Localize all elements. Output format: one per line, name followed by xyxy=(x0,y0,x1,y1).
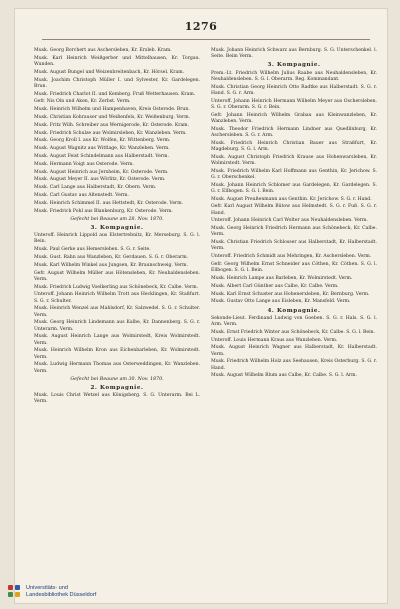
casualty-entry: Musk. Johann Heinrich Schlomer aus Gardelegen, Kr. Gardelegen. S. G. r. Ellbogen. S. G. l. Bein. xyxy=(211,182,377,194)
page-number: 1276 xyxy=(184,20,218,33)
casualty-entry: Musk. Joachim Christoph Müller I. und Sylvester, Kr. Gardelegen. Brun. xyxy=(34,77,200,89)
casualty-entry: Musk. Carl Gustav aus Altenstedt. Verm. xyxy=(34,192,129,198)
logo-square-2 xyxy=(15,585,20,590)
casualty-entry: Musk. Georg Heinrich Lindemann aus Kalbe, Kr. Dannenberg. S. G. r. Unterarm. Verm. xyxy=(34,320,200,332)
casualty-entry: Musk. Christian Georg Heinrich Otto Radtke aus Halberstadt. S. G. r. Hand. S. G. r. Arm. xyxy=(211,84,377,96)
casualty-entry: Musk. Theodor Friedrich Hermann Lindner aus Quedlinburg, Kr. Aschersleben. S. G. r. Arm. xyxy=(211,126,377,138)
section-heading: 2. Kompagnie. xyxy=(90,384,144,391)
casualty-entry: Musk. Ludwig Hermann Thomas aus Osterweddingen, Kr. Wanzleben. Verm. xyxy=(34,362,200,374)
casualty-entry: Musk. Georg Borchert aus Aschersleben, Kr. Erxleb. Kram. xyxy=(34,48,172,53)
casualty-entry: Musk. Fritz Wilh. Schreiber aus Wernigerode, Kr. Osterode. Kram. xyxy=(34,122,189,128)
casualty-entry: Musk. Paul Gerke aus Hemersleben. S. G. r. Seite. xyxy=(34,247,151,253)
casualty-entry: Musk. Friedrich Wilhelm Holz aus Seehausen, Kreis Osterburg. S. G. r. Hand. xyxy=(211,359,377,371)
casualty-entry: Musk. Friedrich Schulze aus Wolmirsleben, Kr. Wanzleben. Verm. xyxy=(34,130,187,136)
casualty-entry: Musk. August Christoph Friedrich Krause aus Hohenwarsleben, Kr. Wolmirstedt. Verm. xyxy=(211,154,377,166)
section-heading: 4. Kompagnie. xyxy=(267,307,321,314)
casualty-entry: Musk. Heinrich Wilhelm Kron aus Eichenbarleben, Kr. Wolmirstedt. Verm. xyxy=(34,348,200,360)
casualty-entry: Musk. August Preußenmann aus Genthin. Kr. Jerichow. S. G. r. Hand. xyxy=(211,196,372,202)
casualty-entry: Gefr. August Wilhelm Müller aus Hötensleben, Kr. Neuhaldensleben. Verm. xyxy=(34,270,200,282)
right-column xyxy=(211,48,377,381)
casualty-entry: Musk. Albert Carl Günther aus Calbe, Kr. Calbe. Verm. xyxy=(211,283,339,289)
casualty-entry: Musk. Gustav Otto Lange aus Eisleben, Kr. Mansfeld. Verm. xyxy=(211,299,351,305)
casualty-entry: Musk. August Feist Schindelmann aus Halberstadt. Verm. xyxy=(34,153,169,159)
section-heading: 3. Kompagnie. xyxy=(267,62,321,69)
casualty-entry: Musk. Friedrich Heinrich Christian Bauer aus Straßfurt, Kr. Magdeburg. S. G. l. Arm. xyxy=(211,140,377,152)
logo-square-1 xyxy=(8,585,13,590)
casualty-entry: Musk. Heinrich Schimmel II. aus Hettstedt, Kr. Osterode. Verm. xyxy=(34,200,184,206)
section-heading: 3. Kompagnie. xyxy=(90,224,144,231)
casualty-entry: Musk. Friedrich Ludwig Voelkerling aus Schönebeck, Kr. Calbe. Verm. xyxy=(34,284,199,290)
casualty-entry: Musk. Christian Kohrauser und Weißenfels, Kr. Weißenburg. Verm. xyxy=(34,114,191,120)
casualty-entry: Musk. Friedrich Charlot II. und Kemberg. Fruß Wetterhausen. Kram. xyxy=(34,91,196,97)
battle-date-line: Gefecht bei Beaune am 30. Nov. 1870. xyxy=(70,376,164,382)
stamp-line-1: Universitäts- und xyxy=(26,585,68,592)
casualty-entry: Gefr. Georg Wilhelm Ernst Schneider aus Cöthen, Kr. Cöthen. S. G. l. Ellbogen. S. G. l. Bein. xyxy=(211,262,377,274)
casualty-entry: Gefr. Karl August Wilhelm Bütow aus Helmstedt. S. G. r. Fuß. S. G. r. Hand. xyxy=(211,204,377,216)
casualty-entry: Musk. Georg Kroll I. aus Kr. Wolfen, Kr. Wittenberg. Verm. xyxy=(34,138,171,144)
casualty-entry: Unteroff. Friedrich Schmidt aus Mehringen, Kr. Aschersleben. Verm. xyxy=(211,254,372,260)
casualty-entry: Unteroff. Heinrich Lippold aus Elstertrebnitz, Kr. Merseburg. S. G. l. Bein. xyxy=(34,233,200,245)
left-column xyxy=(34,48,200,407)
casualty-entry: Gefr. Nis Oln und Aken, Kr. Zerbst. Verm. xyxy=(34,99,131,105)
stamp-line-2: Landesbibliothek Düsseldorf xyxy=(26,592,97,598)
casualty-entry: Musk. Christian Friedrich Schlosser aus Halberstadt, Kr. Halberstadt. Verm. xyxy=(211,240,377,252)
casualty-entry: Musk. August Bungel und Weizenbreitenbach, Kr. Hörsel. Kram. xyxy=(34,69,185,75)
casualty-entry: Musk. Georg Heinrich Friedrich Hermann aus Schönebeck, Kr. Calbe. Verm. xyxy=(211,226,377,238)
casualty-entry: Musk. Karl Heinrich Weißgerber und Mittelhausen, Kr. Torgau. Wunden. xyxy=(34,55,200,67)
library-stamp xyxy=(8,585,96,599)
logo-square-4 xyxy=(15,592,20,597)
casualty-entry: Unteroff. Johann Heinrich Wilhelm Trott aus Hecklingen, Kr. Staßfurt. S. G. r. Schulter. xyxy=(34,292,200,304)
casualty-entry: Unteroff. Louis Hermann Kraus aus Wanzleben. Verm. xyxy=(211,337,338,343)
casualty-entry: Prem.-Lt. Friedrich Wilhelm Julius Raabe aus Neuhaldensleben, Kr. Neuhaldensleben. S. G. l. Oberarm. Reg. Kommandant. xyxy=(211,70,377,82)
casualty-entry: Musk. Ernst Friedrich Winter aus Schönebeck, Kr. Calbe. S. G. l. Bein. xyxy=(211,329,375,335)
casualty-entry: Musk. Louis Christ Wetzel aus Königsberg. S. G. Unterarm. Bei L. Verm. xyxy=(34,393,200,405)
casualty-entry: Musk. Friedrich Wilhelm Karl Hoffmann aus Genthin, Kr. Jerichow. S. G. r. Oberschenkel. xyxy=(211,168,377,180)
casualty-entry: Musk. August Heinrich Wagner aus Halberstadt, Kr. Halberstadt. Verm. xyxy=(211,345,377,357)
casualty-entry: Musk. August Meyer II. aus Wörlitz, Kr. Osterode. Verm. xyxy=(34,177,166,183)
library-logo-icon xyxy=(8,585,22,599)
casualty-entry: Musk. Heinrich Wilhelm und Hampenhaven, Kreis Osterode. Brun. xyxy=(34,107,190,113)
casualty-entry: Musk. Heinrich Wenzel aus Mahlsdorf, Kr. Salzwedel. S. G. r. Schulter. Verm. xyxy=(34,306,200,318)
casualty-entry: Musk. August Wagnitz aus Wittlage, Kr. Wanzleben. Verm. xyxy=(34,146,170,152)
battle-date-line: Gefecht bei Beaune am 28. Nov. 1870. xyxy=(70,216,164,222)
casualty-entry: Unteroff. Johann Heinrich Carl Wolter aus Neuhaldensleben. Verm. xyxy=(211,218,368,224)
casualty-entry: Musk. Karl Ernst Schuster aus Hohenerxleben, Kr. Bernburg. Verm. xyxy=(211,291,370,297)
casualty-entry: Musk. Friedrich Pohl aus Blankenburg, Kr. Osterode. Verm. xyxy=(34,208,173,214)
document-page xyxy=(14,8,388,604)
casualty-entry: Musk. Heinrich Lampe aus Barleben, Kr. Wolmirstedt. Verm. xyxy=(211,276,353,281)
casualty-entry: Musk. Hermann Voigt aus Osterode. Verm. xyxy=(34,161,134,167)
casualty-entry: Gefr. Johann Heinrich Wilhelm Grabau aus Kleinwanzleben, Kr. Wanzleben. Verm. xyxy=(211,112,377,124)
header-rule xyxy=(42,39,370,40)
library-stamp-text xyxy=(26,585,96,598)
casualty-entry: Musk. August Wilhelm Blum aus Calbe, Kr. Calbe. S. G. l. Arm. xyxy=(211,373,357,379)
casualty-entry: Sekonde-Lieut. Ferdinand Ludwig von Goeben. S. G. r. Hals. S. G. l. Arm. Verm. xyxy=(211,315,377,327)
casualty-entry: Musk. Johann Heinrich Schwarz aus Bernburg. S. G. Unterschenkel. l. Seite. Beim Verm. xyxy=(211,48,377,60)
casualty-entry: Musk. Karl Wilhelm Winkel aus Jungsen, Kr. Braunschweig. Verm. xyxy=(34,262,188,268)
casualty-entry: Musk. Carl Lange aus Halberstadt, Kr. Obern. Verm. xyxy=(34,185,157,191)
casualty-entry: Musk. August Heinrich aus Jerxheim, Kr. Osterode. Verm. xyxy=(34,169,169,175)
casualty-entry: Musk. August Heinrich Lange aus Wolmirstedt, Kreis Wolmirstedt. Verm. xyxy=(34,334,200,346)
logo-square-3 xyxy=(8,592,13,597)
casualty-entry: Unteroff. Johann Heinrich Hermann Wilhelm Meyer aus Oschersleben. S. G. r. Oberarm. S. G. r. Bein. xyxy=(211,98,377,110)
casualty-entry: Musk. Gust. Rahn aus Wanzleben, Kr. Gerdauen. S. G. r. Oberarm. xyxy=(34,254,189,260)
